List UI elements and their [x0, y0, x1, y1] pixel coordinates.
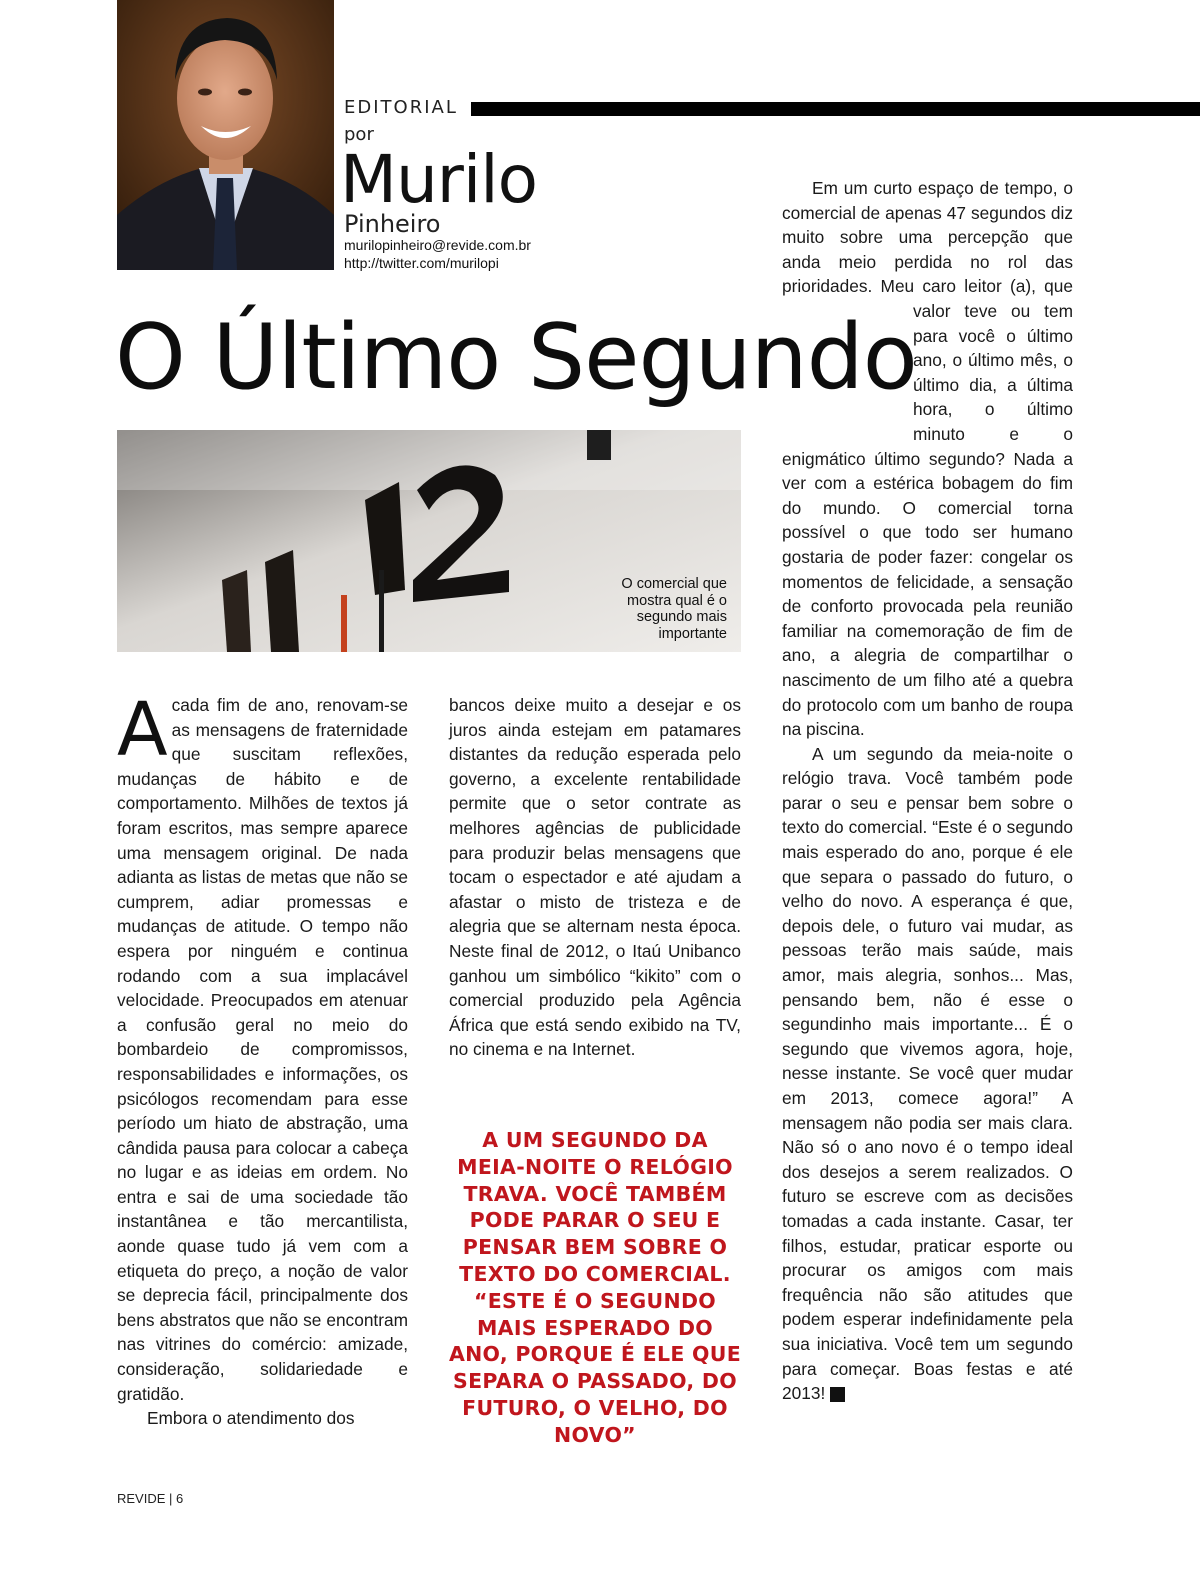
section-label: EDITORIAL: [344, 97, 458, 118]
body-column-1: [117, 687, 408, 1431]
photo-caption: O comercial que mostra qual é o segundo mais importante: [621, 576, 727, 642]
paragraph: Embora o atendimento dos: [147, 1408, 355, 1429]
article-headline: O Último Segundo: [115, 305, 917, 410]
author-email[interactable]: murilopinheiro@revide.com.br: [344, 237, 531, 253]
body-column-3: [782, 176, 1073, 1406]
page-folio: REVIDE | 6: [117, 1491, 184, 1506]
author-last-name: Pinheiro: [344, 210, 441, 238]
header-rule: [471, 102, 1200, 116]
paragraph: bancos deixe muito a desejar e os juros ainda estejam em patamares distantes da redução esperada pelo governo, a excelente rentabilidade permite que o setor contrate as melhores agências de publicidade para produzir belas mensagens que tocam o espectador e até ajudam a afastar o misto de tristeza e de alegria que se alternam nesta época. Neste final de 2012, o Itaú Unibanco ganhou um simbólico “kikito” com o comercial produzido pela Agência África que está sendo exibido na TV, no cinema e na Internet.: [449, 695, 741, 1060]
author-portrait: [117, 0, 334, 270]
paragraph-text: A um segundo da meia-noite o relógio trava. Você também pode parar o seu e pensar bem sobre o texto do comercial. “Este é o segundo mais esperado do ano, porque é ele que separa o passado do futuro, o velho do novo. A esperança é que, depois dele, o futuro vai mudar, as pessoas terão mais saúde, mais amor, mais alegria, sonhos... Mas, pensando bem, não é esse o segundinho mais importante... É o segundo que vivemos agora, hoje, nesse instante. Se você quer mudar em 2013, comece agora!” A mensagem não podia ser mais clara. Não só o ano novo é o tempo ideal dos desejos a serem realizados. O futuro se escreve com as decisões tomadas a cada instante. Casar, ter filhos, estudar, praticar esporte ou procurar os amigos com mais frequência não são atitudes que podem esperar indefinidamente pela sua iniciativa. Você tem um segundo para começar. Boas festas e até 2013!: [782, 743, 1073, 1404]
body-column-2: [449, 693, 741, 1062]
paragraph-text: cada fim de ano, renovam-se as mensagens de fraternidade que suscitam reflexões, mudanças de hábito e de comportamento. Milhões de textos já foram escritos, mas sempre aparece uma mensagem original. De nada adianta as listas de metas que não se cumprem, adiar promessas e mudanças de atitude. O tempo não espera por ninguém e continua rodando com a sua implacável velocidade. Preocupados em atenuar a confusão geral no meio do bombardeio de compromissos, responsabilidades e informações, os psicólogos recomendam para esse período um hiato de abstração, uma cândida pausa para colocar a cabeça no lugar e as ideias em ordem. No entra e sai de uma sociedade tão instantânea e tão mercantilista, aonde quase tudo já vem com a etiqueta do preço, a noção de valor se deprecia fácil, principalmente dos bens abstratos que não se encontram nas vitrines do comércio: amizade, consideração, solidariedade e gratidão.: [117, 695, 408, 1404]
drop-cap: A: [117, 687, 168, 773]
paragraph: [117, 687, 408, 1406]
author-twitter-link[interactable]: http://twitter.com/murilopi: [344, 255, 499, 271]
byline-prefix: por: [344, 124, 374, 145]
paragraph-text: Em um curto espaço de tempo, o comercial de apenas 47 segundos diz muito sobre uma percepção que anda meio perdida no rol das prioridades. Meu caro leitor (a), que valor teve ou tem para você o último ano, o último mês, o último dia, a última hora, o último minuto e o enigmático último segundo? Nada a ver com a estérica bobagem do fim do mundo. O comercial torna possível o que todo ser humano gostaria de poder fazer: congelar os momentos de felicidade, a sensação de conforto provocada pela reunião familiar na comemoração de fim de ano, a alegria de compartilhar o nascimento de um filho até a quebra do protocolo com um banho de roupa na piscina.: [782, 178, 1073, 740]
end-of-article-mark: r: [830, 1387, 845, 1402]
article-photo: [117, 430, 741, 652]
paragraph: [782, 742, 1073, 1406]
pull-quote: A UM SEGUNDO DA MEIA-NOITE O RELÓGIO TRAVA. VOCÊ TAMBÉM PODE PARAR O SEU E PENSAR BEM SOBRE O TEXTO DO COMERCIAL. “ESTE É O SEGUNDO MAIS ESPERADO DO ANO, PORQUE É ELE QUE SEPARA O PASSADO, DO FUTURO, O VELHO, DO NOVO”: [448, 1128, 742, 1447]
author-first-name: Murilo: [340, 141, 537, 218]
paragraph: [782, 176, 1073, 742]
